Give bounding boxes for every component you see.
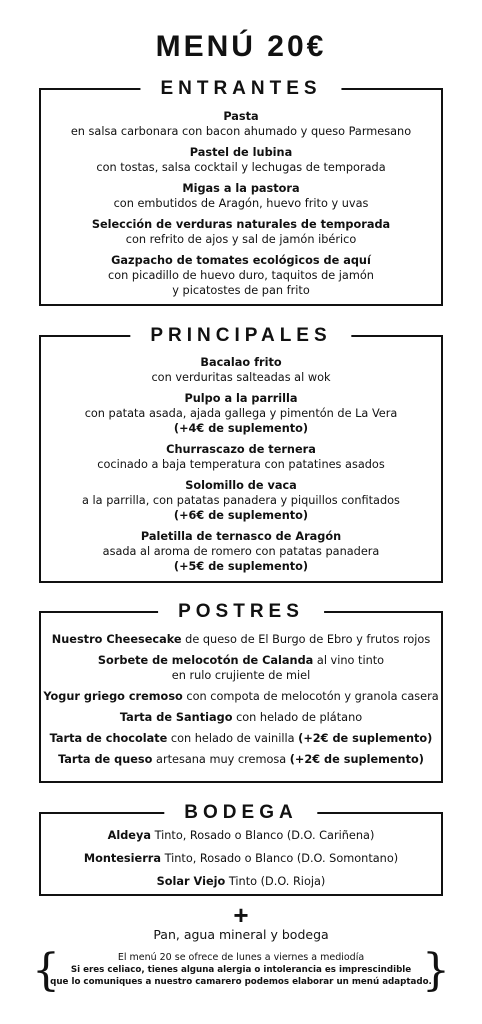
dish-name: Churrascazo de ternera [166, 443, 316, 456]
entrantes-heading: ENTRANTES [140, 77, 341, 101]
wine-description: Tinto, Rosado o Blanco (D.O. Somontano) [164, 852, 399, 865]
dish-description: con picadillo de huevo duro, taquitos de jamón [108, 269, 374, 282]
dessert-item [41, 653, 441, 683]
principales-section [39, 325, 443, 583]
wine-item [41, 828, 441, 843]
dish-item [41, 529, 441, 574]
dessert-item [41, 752, 441, 767]
dessert-item [41, 632, 441, 647]
wine-description: Tinto, Rosado o Blanco (D.O. Cariñena) [154, 829, 375, 842]
dish-item [41, 355, 441, 385]
dish-description: en rulo crujiente de miel [171, 669, 311, 682]
allergy-note: Si eres celiaco, tienes alguna alergia o intolerancia es imprescindible [70, 965, 412, 975]
dessert-item [41, 689, 441, 704]
postres-heading: POSTRES [158, 600, 324, 624]
supplement-label: (+5€ de suplemento) [173, 560, 309, 573]
wine-item [41, 874, 441, 889]
dish-description: de queso de El Burgo de Ebro y frutos rojos [185, 633, 431, 646]
wine-name: Aldeya [107, 829, 151, 842]
dish-description: con verduritas salteadas al wok [151, 371, 331, 384]
dish-item [41, 478, 441, 523]
dish-name: Gazpacho de tomates ecológicos de aquí [111, 254, 371, 267]
supplement-label: (+6€ de suplemento) [173, 509, 309, 522]
dish-item [41, 391, 441, 436]
dish-name: Yogur griego cremoso [43, 690, 183, 703]
dish-item [41, 109, 441, 139]
dish-description: con embutidos de Aragón, huevo frito y uvas [113, 197, 369, 210]
dish-name: Pastel de lubina [189, 146, 293, 159]
bodega-heading: BODEGA [164, 801, 317, 825]
dish-description: con helado de plátano [236, 711, 363, 724]
dish-name: Tarta de queso [58, 753, 153, 766]
dish-description: en salsa carbonara con bacon ahumado y queso Parmesano [70, 125, 412, 138]
dessert-item [41, 710, 441, 725]
bodega-section [39, 802, 443, 896]
supplement-label: (+4€ de suplemento) [173, 422, 309, 435]
dish-name: Bacalao frito [200, 356, 282, 369]
dish-description: con refrito de ajos y sal de jamón ibérico [125, 233, 357, 246]
availability-note: El menú 20 se ofrece de lunes a viernes a mediodía [117, 952, 365, 963]
dish-name: Nuestro Cheesecake [51, 633, 182, 646]
dish-description: con compota de melocotón y granola casera [186, 690, 439, 703]
dish-item [41, 145, 441, 175]
wine-name: Solar Viejo [156, 875, 226, 888]
plus-icon: + [233, 900, 249, 930]
dish-name: Pasta [223, 110, 259, 123]
entrantes-section [39, 78, 443, 306]
dish-description: y picatostes de pan frito [172, 284, 310, 297]
dish-description: con patata asada, ajada gallega y pimentón de La Vera [84, 407, 398, 420]
dish-name: Paletilla de ternasco de Aragón [140, 530, 342, 543]
principales-heading: PRINCIPALES [130, 324, 351, 348]
dish-description: cocinado a baja temperatura con patatines asados [97, 458, 385, 471]
supplement-label: (+2€ de suplemento) [298, 732, 433, 745]
dish-item [41, 253, 441, 298]
menu-title: MENÚ 20€ [155, 30, 327, 63]
right-brace-icon: } [422, 945, 450, 996]
dish-name: Tarta de chocolate [49, 732, 168, 745]
allergy-note-continued: que lo comuniques a nuestro camarero podemos elaborar un menú adaptado. [50, 977, 432, 987]
wine-name: Montesierra [83, 852, 161, 865]
dish-description: a la parrilla, con patatas panadera y piquillos confitados [82, 494, 400, 507]
postres-section [39, 601, 443, 783]
wine-description: Tinto (D.O. Rioja) [228, 875, 326, 888]
dish-description: con tostas, salsa cocktail y lechugas de temporada [96, 161, 386, 174]
dessert-item [41, 731, 441, 746]
left-brace-icon: { [32, 945, 60, 996]
extras-text: Pan, agua mineral y bodega [153, 927, 329, 942]
dish-name: Tarta de Santiago [119, 711, 233, 724]
dish-item [41, 181, 441, 211]
dish-description: asada al aroma de romero con patatas panadera [102, 545, 380, 558]
dish-name: Migas a la pastora [182, 182, 300, 195]
wine-item [41, 851, 441, 866]
dish-description: con helado de vainilla [170, 732, 295, 745]
dish-item [41, 442, 441, 472]
dish-name: Pulpo a la parrilla [184, 392, 298, 405]
notes-block [32, 945, 450, 996]
dish-name: Selección de verduras naturales de temporada [91, 218, 391, 231]
dish-name: Solomillo de vaca [185, 479, 297, 492]
supplement-label: (+2€ de suplemento) [289, 753, 424, 766]
dish-description: artesana muy cremosa [156, 753, 287, 766]
dish-name: Sorbete de melocotón de Calanda [97, 654, 314, 667]
dish-item [41, 217, 441, 247]
dish-description: al vino tinto [316, 654, 385, 667]
